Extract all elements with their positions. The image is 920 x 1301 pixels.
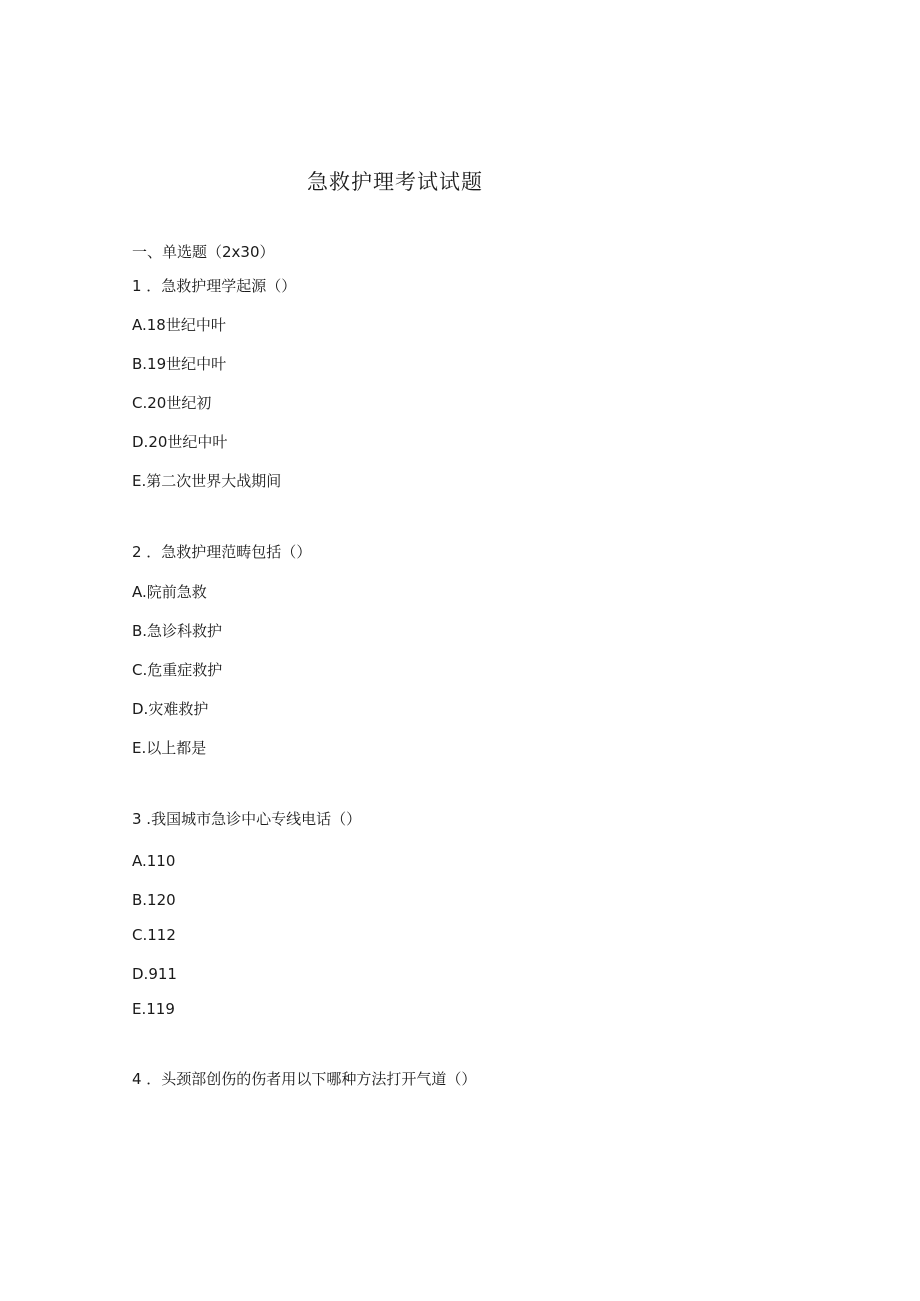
question-1-option-d: D.20世纪中叶 (132, 433, 228, 451)
question-2-option-e: E.以上都是 (132, 739, 207, 757)
question-1-option-e: E.第二次世界大战期间 (132, 472, 282, 490)
section-heading: 一、单选题（2x30） (132, 243, 275, 261)
question-3-stem: 3 .我国城市急诊中心专线电话（） (132, 810, 362, 828)
question-1-stem: 1 ．急救护理学起源（） (132, 277, 297, 295)
question-3-option-b: B.120 (132, 891, 176, 909)
question-4-stem: 4 ．头颈部创伤的伤者用以下哪种方法打开气道（） (132, 1070, 477, 1088)
question-3-option-e: E.119 (132, 1000, 175, 1018)
question-3-option-a: A.110 (132, 852, 176, 870)
question-2-option-c: C.危重症救护 (132, 661, 223, 679)
question-3-option-c: C.112 (132, 926, 176, 944)
question-2-option-d: D.灾难救护 (132, 700, 209, 718)
page-title: 急救护理考试试题 (307, 170, 483, 194)
question-1-option-c: C.20世纪初 (132, 394, 212, 412)
question-2-option-b: B.急诊科救护 (132, 622, 223, 640)
question-3-option-d: D.911 (132, 965, 177, 983)
question-2-stem: 2 ．急救护理范畴包括（） (132, 543, 312, 561)
question-1-option-b: B.19世纪中叶 (132, 355, 227, 373)
question-1-option-a: A.18世纪中叶 (132, 316, 226, 334)
question-2-option-a: A.院前急救 (132, 583, 207, 601)
